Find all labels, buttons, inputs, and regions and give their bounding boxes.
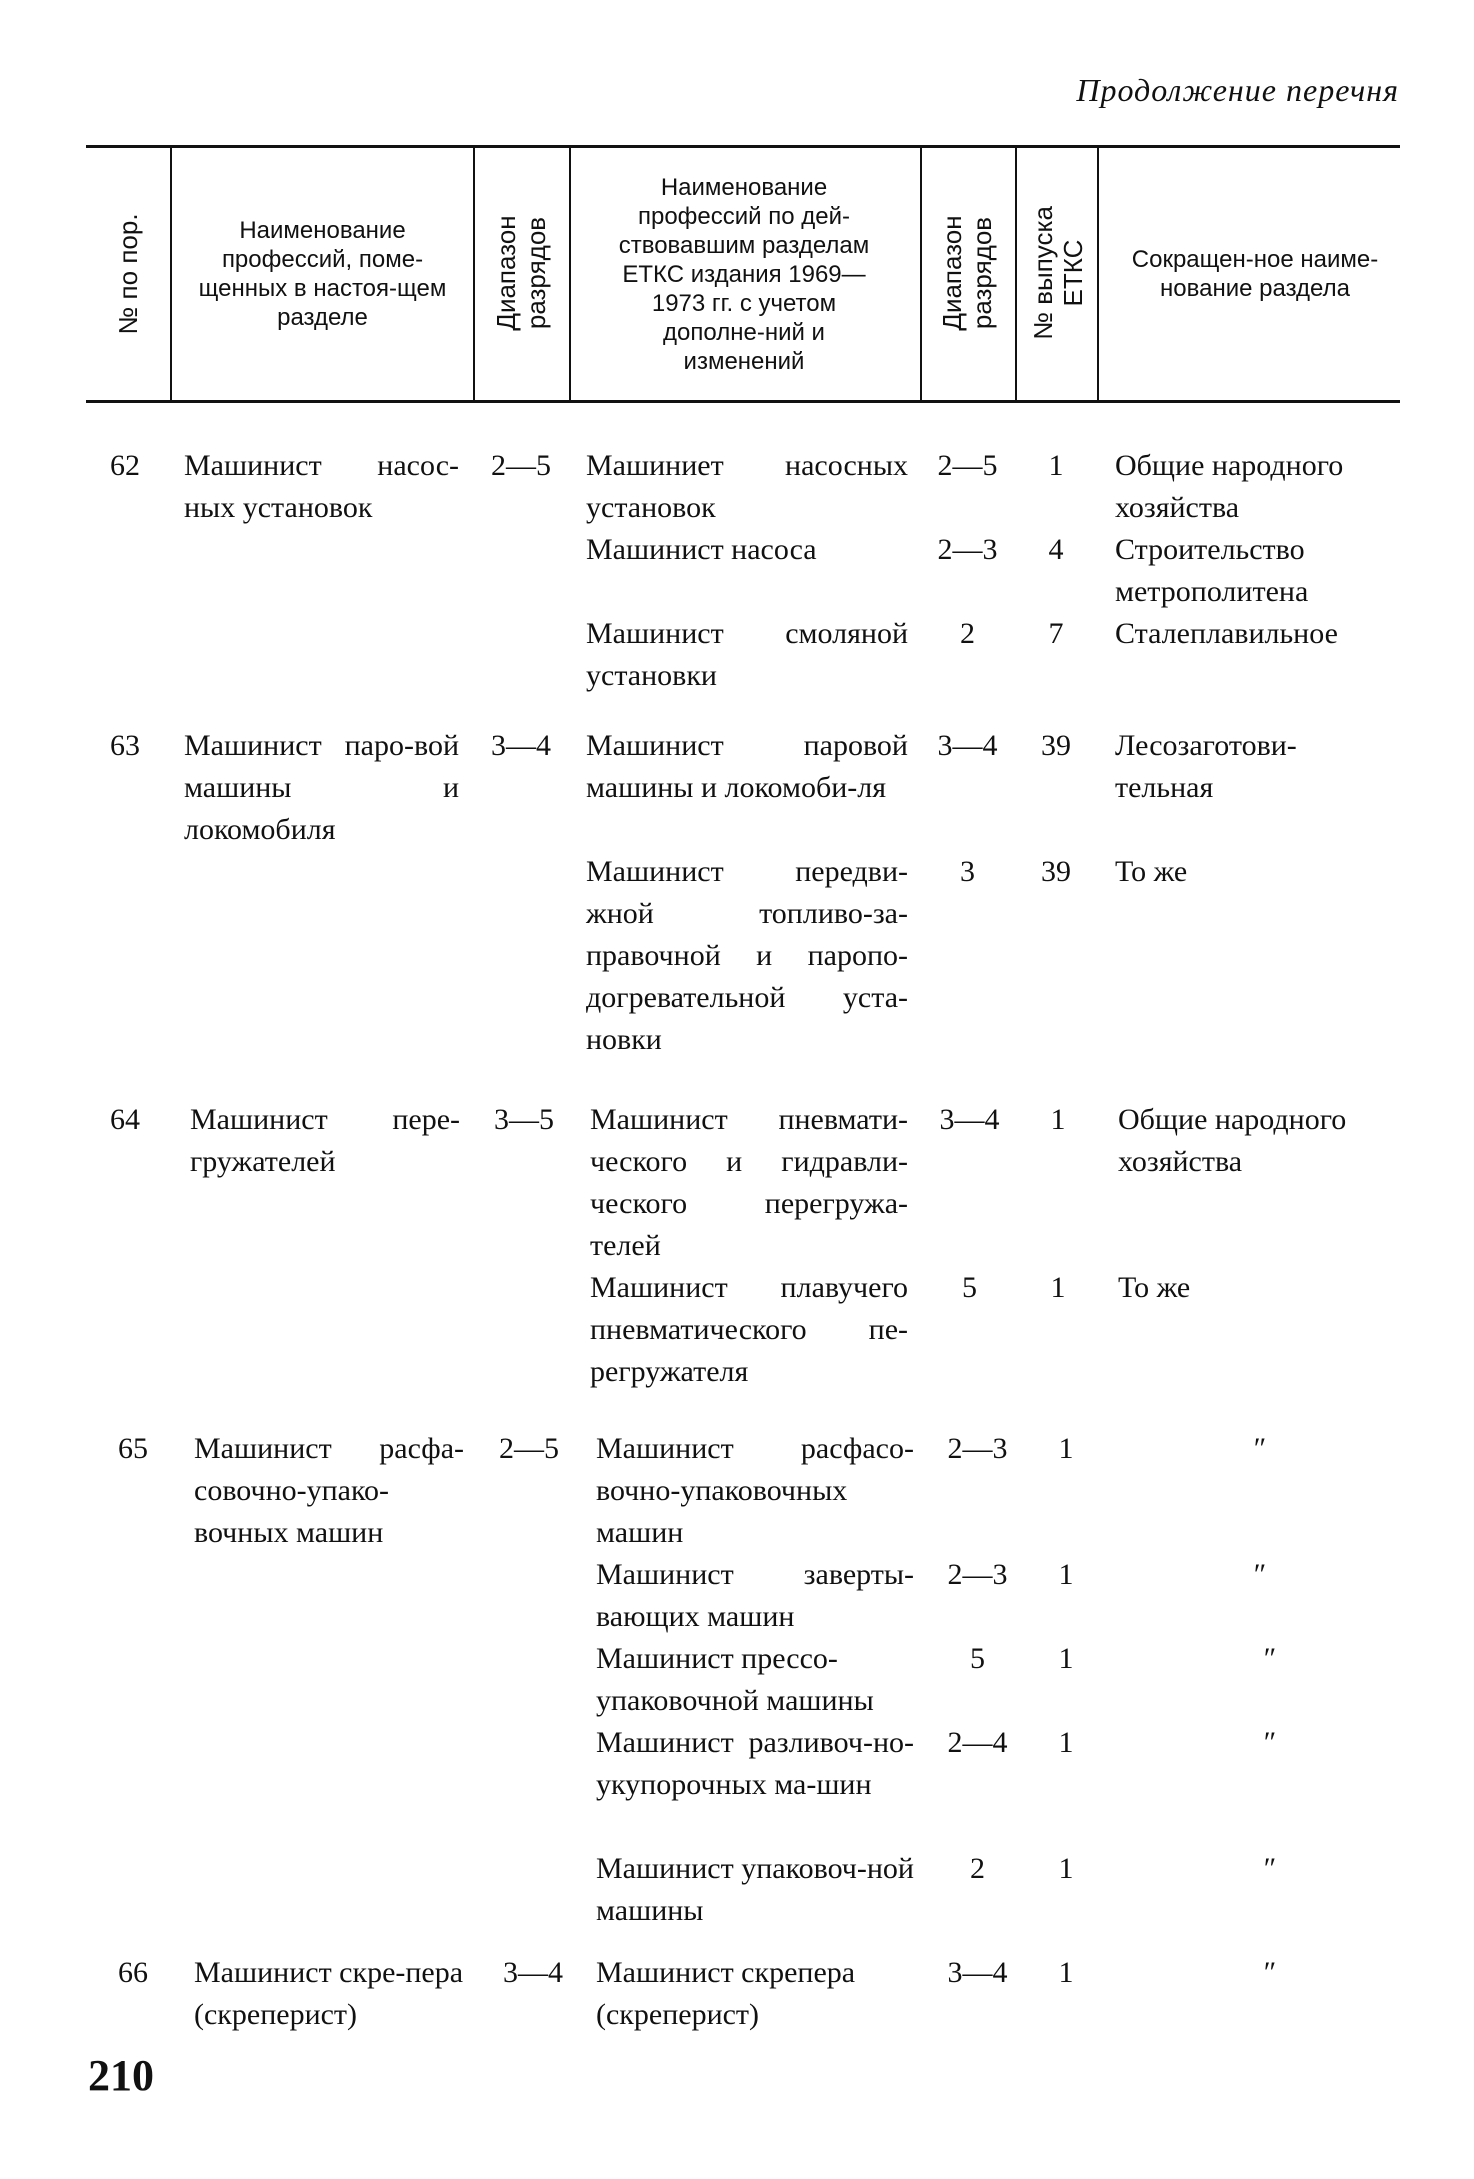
- old-grade-range: 2—3: [937, 533, 998, 566]
- issue-number: 1: [1058, 1558, 1074, 1591]
- old-profession-name: Машинист пневмати-ческого и гидравли-ческого перегружа-телей: [590, 1103, 908, 1262]
- old-profession-name: Машинист передви-жной топливо-за-правочной и паропо-догревательной уста-новки: [586, 855, 908, 1056]
- header-issue: № выпуска ЕТКС: [1028, 206, 1088, 340]
- issue-number: 39: [1041, 729, 1071, 762]
- old-profession-name: Машинист скрепера (скреперист): [596, 1956, 856, 2031]
- old-grade-range: 2—3: [947, 1432, 1008, 1465]
- ditto-mark: ″: [1263, 1852, 1277, 1885]
- ditto-mark: ″: [1263, 1642, 1277, 1675]
- old-grade-range: 2—5: [937, 449, 998, 482]
- section-name: Строительство метрополитена: [1115, 533, 1309, 608]
- issue-number: 1: [1058, 1956, 1074, 1989]
- old-grade-range: 2—4: [947, 1726, 1008, 1759]
- row-number: 63: [110, 729, 140, 762]
- continuation-note: Продолжение перечня: [1076, 72, 1399, 108]
- header-no: № по пор.: [113, 213, 143, 335]
- section-name: Общие народного хозяйства: [1118, 1103, 1347, 1178]
- old-grade-range: 3—4: [947, 1956, 1008, 1989]
- ditto-mark: ″: [1253, 1558, 1267, 1591]
- old-profession-name: Машиниет насосных установок: [586, 449, 908, 524]
- row-number: 64: [110, 1103, 140, 1136]
- old-grade-range: 2: [970, 1852, 985, 1885]
- old-profession-name: Машинист насоса: [586, 533, 817, 566]
- old-grade-range: 3: [960, 855, 975, 888]
- old-profession-name: Машинист разливоч-но-укупорочных ма-шин: [596, 1726, 914, 1801]
- issue-number: 4: [1048, 533, 1064, 566]
- grade-range: 2—5: [499, 1432, 559, 1465]
- ditto-mark: ″: [1253, 1432, 1267, 1465]
- issue-number: 39: [1041, 855, 1071, 888]
- old-profession-name: Машинист расфасо-вочно-упаковочных машин: [596, 1432, 914, 1549]
- grade-range: 2—5: [491, 449, 551, 482]
- old-profession-name: Машинист упаковоч-ной машины: [596, 1852, 914, 1927]
- section-name: Сталеплавильное: [1115, 617, 1338, 650]
- issue-number: 1: [1058, 1432, 1074, 1465]
- profession-name: Машинист насос-ных установок: [184, 449, 459, 524]
- row-number: 62: [110, 449, 140, 482]
- profession-name: Машинист расфа-совочно-упако-вочных машин: [194, 1432, 464, 1549]
- grade-range: 3—4: [491, 729, 551, 762]
- header-name: Наименование профессий, поме-щенных в настоя-щем разделе: [198, 217, 447, 331]
- header-section: Сокращен-ное наиме-нование раздела: [1131, 246, 1379, 302]
- old-profession-name: Машинист прессо-упаковочной машины: [596, 1642, 874, 1717]
- issue-number: 1: [1058, 1726, 1074, 1759]
- old-profession-name: Машинист паровой машины и локомоби-ля: [586, 729, 908, 804]
- section-name: Общие народного хозяйства: [1115, 449, 1344, 524]
- page-number: 210: [88, 2051, 154, 2100]
- section-name: То же: [1118, 1271, 1191, 1304]
- column-divider: [1015, 145, 1017, 402]
- header-old-range: Диапазон разрядов: [937, 215, 997, 331]
- column-divider: [473, 145, 475, 402]
- issue-number: 1: [1048, 449, 1064, 482]
- old-grade-range: 3—4: [939, 1103, 1000, 1136]
- column-divider: [1097, 145, 1099, 402]
- column-divider: [920, 145, 922, 402]
- row-number: 66: [118, 1956, 148, 1989]
- header-range: Диапазон разрядов: [491, 215, 551, 331]
- old-profession-name: Машинист смоляной установки: [586, 617, 908, 692]
- column-divider: [569, 145, 571, 402]
- profession-name: Машинист пере-гружателей: [190, 1103, 460, 1178]
- grade-range: 3—4: [503, 1956, 563, 1989]
- old-grade-range: 5: [970, 1642, 985, 1675]
- header-old-name: Наименование профессий по дей-ствовавшим разделам ЕТКС издания 1969—1973 гг. с учетом дополне-ний и изменений: [618, 173, 870, 375]
- table-header-bottom-rule: [86, 400, 1400, 403]
- ditto-mark: ″: [1263, 1956, 1277, 1989]
- old-grade-range: 3—4: [937, 729, 998, 762]
- old-grade-range: 2: [960, 617, 975, 650]
- issue-number: 1: [1058, 1642, 1074, 1675]
- issue-number: 1: [1050, 1271, 1066, 1304]
- old-grade-range: 5: [962, 1271, 977, 1304]
- section-name: То же: [1115, 855, 1188, 888]
- issue-number: 1: [1050, 1103, 1066, 1136]
- section-name: Лесозаготови-тельная: [1115, 729, 1297, 804]
- profession-name: Машинист скре-пера (скреперист): [194, 1956, 464, 2031]
- grade-range: 3—5: [494, 1103, 554, 1136]
- issue-number: 7: [1048, 617, 1064, 650]
- issue-number: 1: [1058, 1852, 1074, 1885]
- old-profession-name: Машинист заверты-вающих машин: [596, 1558, 914, 1633]
- old-grade-range: 2—3: [947, 1558, 1008, 1591]
- profession-name: Машинист паро-вой машины и локомобиля: [184, 729, 459, 846]
- row-number: 65: [118, 1432, 148, 1465]
- old-profession-name: Машинист плавучего пневматического пе-регружателя: [590, 1271, 908, 1388]
- ditto-mark: ″: [1263, 1726, 1277, 1759]
- column-divider: [170, 145, 172, 402]
